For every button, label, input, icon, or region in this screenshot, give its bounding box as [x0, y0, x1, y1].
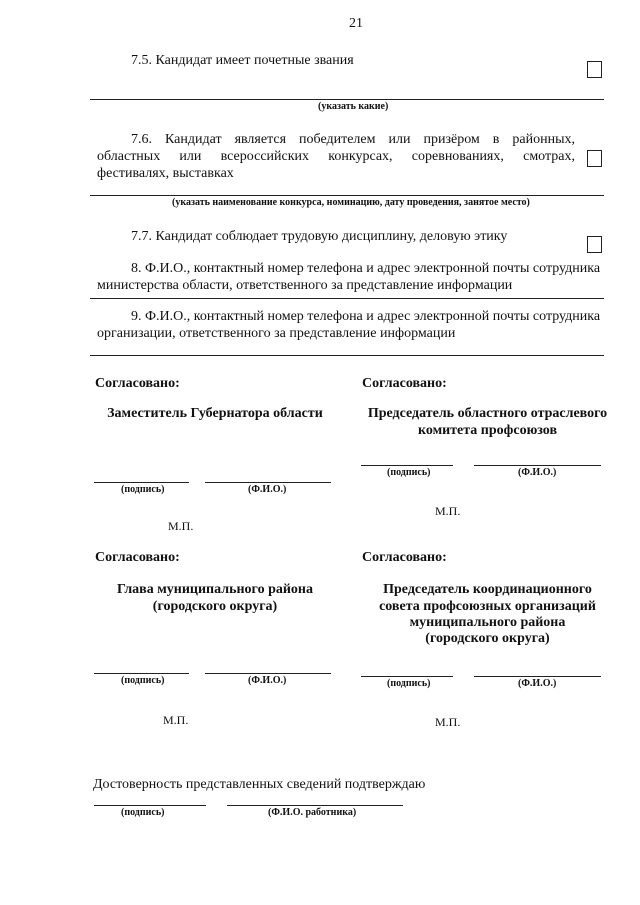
deputy-governor-title: Заместитель Губернатора области: [107, 406, 323, 421]
deputy-signature-caption: (подпись): [121, 484, 165, 495]
coord-chair-fio-line: [474, 676, 601, 677]
municipal-head-stamp: М.П.: [163, 713, 189, 727]
item-7-5-text: 7.5. Кандидат имеет почетные звания: [131, 53, 354, 68]
union-chair-title-line2: комитета профсоюзов: [417, 423, 558, 438]
deputy-fio-line: [205, 482, 331, 483]
union-chair-title-line1: Председатель областного отраслевого: [367, 406, 608, 421]
coord-chair-signature-caption: (подпись): [387, 678, 431, 689]
deputy-stamp: М.П.: [168, 519, 194, 533]
municipal-head-signature-line: [94, 673, 189, 674]
agreed-label-right-2: Согласовано:: [362, 550, 447, 565]
municipal-head-fio-line: [205, 673, 331, 674]
agreed-label-right-1: Согласовано:: [362, 376, 447, 391]
item-7-6-line2: областных или всероссийских конкурсах, соревнованиях, смотрах,: [97, 149, 575, 164]
coord-chair-signature-line: [361, 676, 453, 677]
municipal-head-title-line1: Глава муниципального района: [117, 582, 313, 597]
item-9-line1: 9. Ф.И.О., контактный номер телефона и адрес электронной почты сотрудника: [131, 309, 601, 324]
item-9-fill-line: [90, 355, 604, 356]
agreed-label-left-2: Согласовано:: [95, 550, 180, 565]
page-number: 21: [349, 16, 363, 31]
union-chair-fio-caption: (Ф.И.О.): [518, 467, 557, 478]
employee-fio-line: [227, 805, 403, 806]
item-7-5-fill-line: [90, 99, 604, 100]
item-9-line2: организации, ответственного за представление информации: [97, 326, 456, 341]
item-7-7-checkbox[interactable]: [587, 236, 602, 253]
municipal-head-title-line2: (городского округа): [152, 599, 278, 614]
union-chair-signature-caption: (подпись): [387, 467, 431, 478]
coord-chair-title-line4: (городского округа): [425, 631, 550, 646]
union-chair-stamp: М.П.: [435, 504, 461, 518]
coord-chair-title-line1: Председатель координационного: [383, 582, 592, 597]
item-7-5-checkbox[interactable]: [587, 61, 602, 78]
item-7-6-checkbox[interactable]: [587, 150, 602, 167]
item-7-6-line3: фестивалях, выставках: [97, 166, 234, 181]
coord-chair-title-line3: муниципального района: [409, 615, 566, 630]
item-7-6-caption: (указать наименование конкурса, номинацию, дату проведения, занятое место): [172, 197, 530, 208]
item-7-5-caption: (указать какие): [318, 101, 389, 112]
item-8-fill-line: [90, 298, 604, 299]
item-7-7-text: 7.7. Кандидат соблюдает трудовую дисциплину, деловую этику: [131, 229, 508, 244]
union-chair-fio-line: [474, 465, 601, 466]
municipal-head-fio-caption: (Ф.И.О.): [248, 675, 287, 686]
employee-signature-caption: (подпись): [121, 807, 165, 818]
item-7-6-line1: 7.6. Кандидат является победителем или призёром в районных,: [131, 132, 575, 147]
confirmation-text: Достоверность представленных сведений подтверждаю: [93, 777, 426, 792]
deputy-fio-caption: (Ф.И.О.): [248, 484, 287, 495]
municipal-head-signature-caption: (подпись): [121, 675, 165, 686]
item-7-6-fill-line: [90, 195, 604, 196]
item-8-line2: министерства области, ответственного за представление информации: [97, 278, 513, 293]
union-chair-signature-line: [361, 465, 453, 466]
coord-chair-stamp: М.П.: [435, 715, 461, 729]
employee-signature-line: [94, 805, 206, 806]
employee-fio-caption: (Ф.И.О. работника): [268, 807, 357, 818]
item-8-line1: 8. Ф.И.О., контактный номер телефона и адрес электронной почты сотрудника: [131, 261, 601, 276]
deputy-signature-line: [94, 482, 189, 483]
agreed-label-left-1: Согласовано:: [95, 376, 180, 391]
coord-chair-fio-caption: (Ф.И.О.): [518, 678, 557, 689]
coord-chair-title-line2: совета профсоюзных организаций: [379, 599, 596, 614]
